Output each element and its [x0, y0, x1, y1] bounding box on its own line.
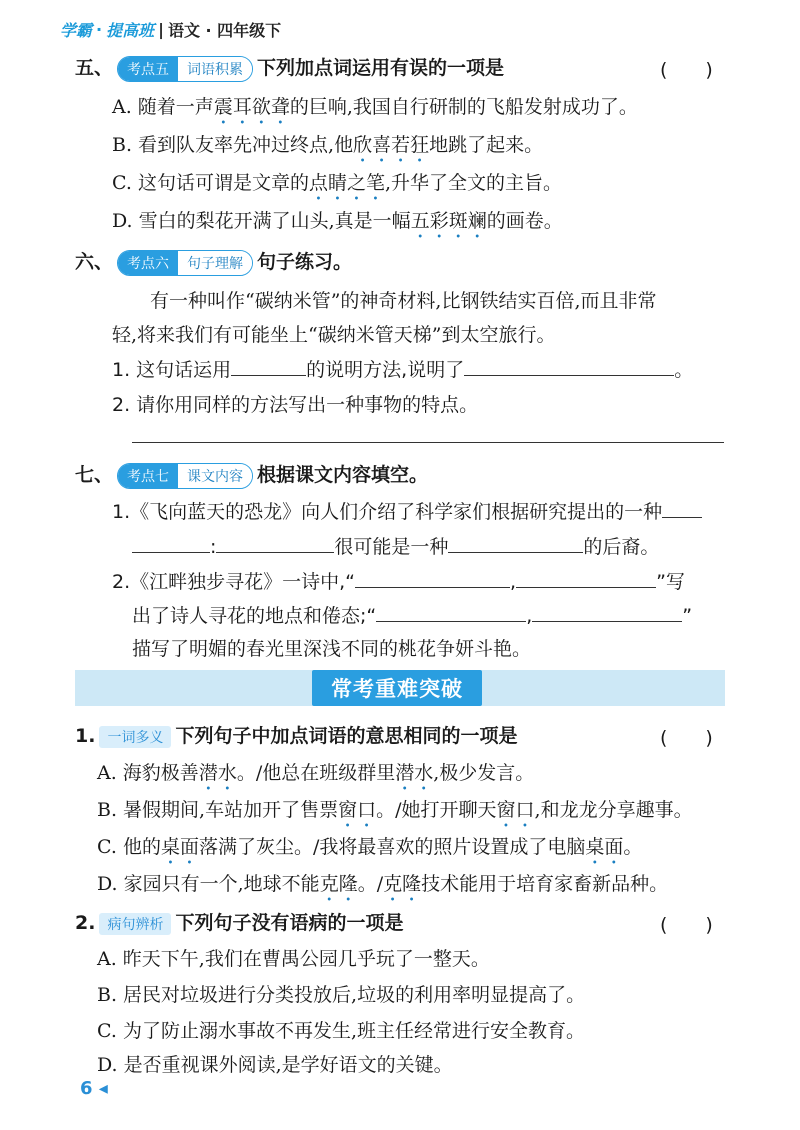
answer-blank[interactable]	[376, 603, 526, 622]
answer-blank[interactable]	[448, 534, 583, 553]
header-divider: |	[158, 20, 164, 39]
practice-2-heading: 2. 病句辨析 下列句子没有语病的一项是	[75, 912, 404, 934]
section-number: 五、	[75, 57, 114, 79]
answer-blank[interactable]	[516, 569, 656, 588]
option-a: A. 随着一声震耳欲聋的巨响,我国自行研制的飞船发射成功了。	[112, 96, 638, 118]
answer-blank[interactable]	[132, 534, 210, 553]
question-7-1-line-1: 1.《飞向蓝天的恐龙》向人们介绍了科学家们根据研究提出的一种	[112, 497, 702, 524]
answer-blank[interactable]	[662, 499, 702, 518]
topic-tag: 考点七 课文内容	[117, 463, 253, 489]
answer-blank[interactable]	[464, 357, 674, 376]
section-banner-title: 常考重难突破	[312, 670, 482, 706]
page-number: 6 ◂	[80, 1078, 108, 1099]
brand-name: 学霸	[60, 21, 93, 40]
subject-title: 语文 · 四年级下	[167, 21, 282, 40]
brand-separator: ·	[96, 20, 103, 39]
question-6-1: 1. 这句话运用 的说明方法,说明了 。	[112, 359, 694, 381]
section-6-heading: 六、 考点六 句子理解 句子练习。	[75, 247, 352, 276]
option-d: D. 雪白的梨花开满了山头,真是一幅五彩斑斓的画卷。	[112, 210, 563, 232]
answer-blank[interactable]	[355, 569, 510, 588]
option-b: B. 暑假期间,车站加开了售票窗口。/她打开聊天窗口,和龙龙分享趣事。	[97, 799, 693, 821]
option-b: B. 居民对垃圾进行分类投放后,垃圾的利用率明显提高了。	[97, 984, 586, 1006]
answer-parentheses[interactable]: ( )	[660, 59, 713, 81]
topic-tag: 考点五 词语积累	[117, 56, 253, 82]
option-a: A. 海豹极善潜水。/他总在班级群里潜水,极少发言。	[97, 762, 535, 784]
option-a: A. 昨天下午,我们在曹禺公园几乎玩了一整天。	[97, 948, 490, 970]
option-d: D. 是否重视课外阅读,是学好语文的关键。	[97, 1054, 453, 1076]
section-5-heading	[75, 53, 504, 82]
topic-tag: 病句辨析	[99, 913, 171, 935]
passage-line-2: 轻,将来我们有可能坐上“碳纳米管天梯”到太空旅行。	[112, 324, 556, 346]
topic-tag: 一词多义	[99, 726, 171, 748]
answer-blank[interactable]	[216, 534, 334, 553]
option-c: C. 为了防止溺水事故不再发生,班主任经常进行安全教育。	[97, 1020, 585, 1042]
answer-blank[interactable]	[532, 603, 682, 622]
passage-line-1: 有一种叫作“碳纳米管”的神奇材料,比钢铁结实百倍,而且非常	[150, 290, 657, 312]
answer-line[interactable]	[132, 442, 724, 443]
question-prompt: 下列加点词运用有误的一项是	[257, 57, 505, 79]
page-header	[60, 18, 281, 41]
answer-blank[interactable]	[231, 357, 306, 376]
option-c: C. 他的桌面落满了灰尘。/我将最喜欢的照片设置成了电脑桌面。	[97, 836, 643, 858]
answer-parentheses[interactable]: ( )	[660, 727, 713, 749]
option-c: C. 这句话可谓是文章的点睛之笔,升华了全文的主旨。	[112, 172, 563, 194]
option-b: B. 看到队友率先冲过终点,他欣喜若狂地跳了起来。	[112, 134, 544, 156]
answer-parentheses[interactable]: ( )	[660, 914, 713, 936]
section-7-heading: 七、 考点七 课文内容 根据课文内容填空。	[75, 460, 428, 489]
option-d: D. 家园只有一个,地球不能克隆。/克隆技术能用于培育家畜新品种。	[97, 873, 669, 895]
question-6-2: 2. 请你用同样的方法写出一种事物的特点。	[112, 394, 479, 416]
question-7-2-line-1: 2.《江畔独步寻花》一诗中,“ , ”写	[112, 571, 685, 593]
topic-tag: 考点六 句子理解	[117, 250, 253, 276]
question-7-2-line-2: 出了诗人寻花的地点和倦态;“ , ”	[132, 605, 693, 627]
brand-subtitle: 提高班	[106, 21, 155, 40]
question-7-1-line-2: : 很可能是一种 的后裔。	[132, 532, 659, 559]
practice-1-heading: 1. 一词多义 下列句子中加点词语的意思相同的一项是	[75, 725, 518, 747]
question-7-2-line-3: 描写了明媚的春光里深浅不同的桃花争妍斗艳。	[132, 638, 532, 660]
